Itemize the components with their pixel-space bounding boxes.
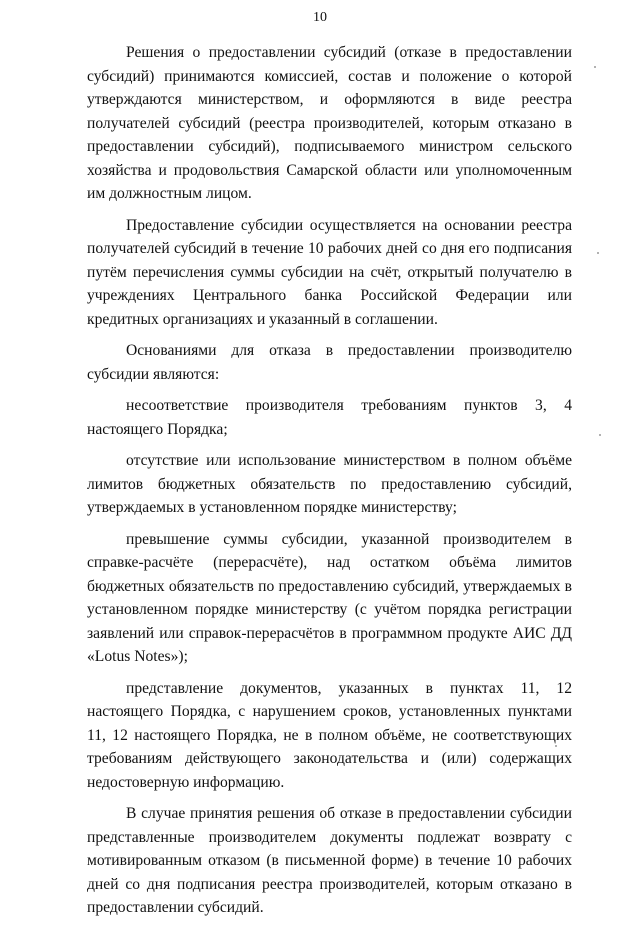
scan-speck <box>555 745 557 747</box>
page-number: 10 <box>313 10 327 25</box>
list-item-noncompliance: несоответствие производителя требованиям пунктов 3, 4 настоящего Порядка; <box>87 397 572 438</box>
scan-speck <box>597 252 599 254</box>
paragraph-document-return: В случае принятия решения об отказе в предоставлении субсидии представленные производителем документы подлежат возврату с мотивированным отказом (в письменной форме) в течение 10 рабочих дней со дня подписания реестра производителей, которым отказано в предоставлении субсидий. <box>87 805 572 916</box>
document-body <box>87 41 572 928</box>
list-item-limits-exceeded: превышение суммы субсидии, указанной производителем в справке-расчёте (перерасчёте), над остатком объёма лимитов бюджетных обязательств по предоставлению субсидий, утверждаемых в установленном порядке министерству (с учётом порядка регистрации заявлений или справок-перерасчётов в программном продукте АИС ДД «Lotus Notes»); <box>87 530 572 665</box>
paragraph-decision: Решения о предоставлении субсидий (отказе в предоставлении субсидий) принимаются комиссией, состав и положение о которой утверждаются министерством, и оформляются в виде реестра получателей субсидий (реестра производителей, которым отказано в предоставлении субсидий), подписываемого министром сельского хозяйства и продовольствия Самарской области или уполномоченным им должностным лицом. <box>87 44 572 202</box>
list-item-documents: представление документов, указанных в пунктах 11, 12 настоящего Порядка, с нарушением сроков, установленных пунктами 11, 12 настоящего Порядка, не в полном объёме, не соответствующих требованиям действующего законодательства и (или) содержащих недостоверную информацию. <box>87 679 572 791</box>
paragraph-refusal-grounds: Основаниями для отказа в предоставлении производителю субсидии являются: <box>87 342 572 383</box>
list-item-limits-absent: отсутствие или использование министерством в полном объёме лимитов бюджетных обязательств по предоставлению субсидий, утверждаемых в установленном порядке министерству; <box>87 452 572 516</box>
paragraph-payment: Предоставление субсидии осуществляется на основании реестра получателей субсидий в течение 10 рабочих дней со дня его подписания путём перечисления суммы субсидии на счёт, открытый получателю в учреждениях Центрального банка Российской Федерации или кредитных организациях и указанный в соглашении. <box>87 216 572 328</box>
scan-speck <box>599 434 601 436</box>
scan-speck <box>594 66 596 68</box>
